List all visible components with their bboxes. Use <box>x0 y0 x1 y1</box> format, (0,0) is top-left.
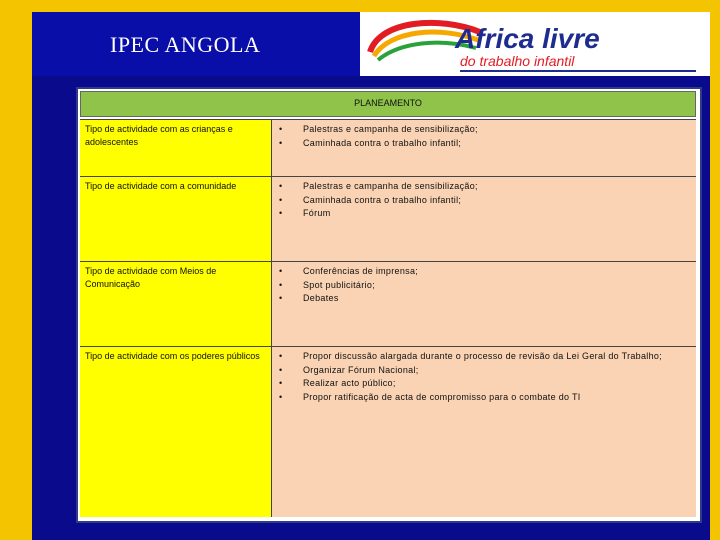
activity-type: Tipo de actividade com a comunidade <box>80 176 272 261</box>
activity-list <box>272 119 696 176</box>
activity-type: Tipo de actividade com Meios de Comunicação <box>80 261 272 346</box>
activity-list <box>272 346 696 517</box>
activity-list <box>272 176 696 261</box>
logo-graphic <box>360 12 710 76</box>
list-item: • Propor ratificação de acta de compromisso para o combate do TI <box>275 391 690 405</box>
left-border <box>0 0 32 540</box>
list-item: • Fórum <box>275 207 690 221</box>
svg-text:do trabalho infantil: do trabalho infantil <box>460 53 575 69</box>
table-row <box>80 176 696 261</box>
table-heading <box>80 91 696 117</box>
list-item: • Organizar Fórum Nacional; <box>275 364 690 378</box>
table-row <box>80 119 696 176</box>
activity-type: Tipo de actividade com as crianças e adolescentes <box>80 119 272 176</box>
list-item: • Conferências de imprensa; <box>275 265 690 279</box>
page-title: IPEC ANGOLA <box>110 32 261 57</box>
africa-livre-logo <box>360 12 710 76</box>
list-item: • Palestras e campanha de sensibilização; <box>275 123 690 137</box>
planning-table <box>76 87 702 523</box>
activity-list <box>272 261 696 346</box>
list-item: • Palestras e campanha de sensibilização; <box>275 180 690 194</box>
list-item: • Spot publicitário; <box>275 279 690 293</box>
table-heading-text: PLANEAMENTO <box>354 98 422 108</box>
list-item: • Debates <box>275 292 690 306</box>
table-row <box>80 346 696 517</box>
list-item: • Caminhada contra o trabalho infantil; <box>275 194 690 208</box>
activity-type: Tipo de actividade com os poderes públicos <box>80 346 272 517</box>
svg-text:Africa livre: Africa livre <box>455 23 600 54</box>
list-item: • Realizar acto público; <box>275 377 690 391</box>
list-item: • Caminhada contra o trabalho infantil; <box>275 137 690 151</box>
table-row <box>80 261 696 346</box>
right-border <box>710 0 720 540</box>
list-item: • Propor discussão alargada durante o processo de revisão da Lei Geral do Trabalho; <box>275 350 690 364</box>
